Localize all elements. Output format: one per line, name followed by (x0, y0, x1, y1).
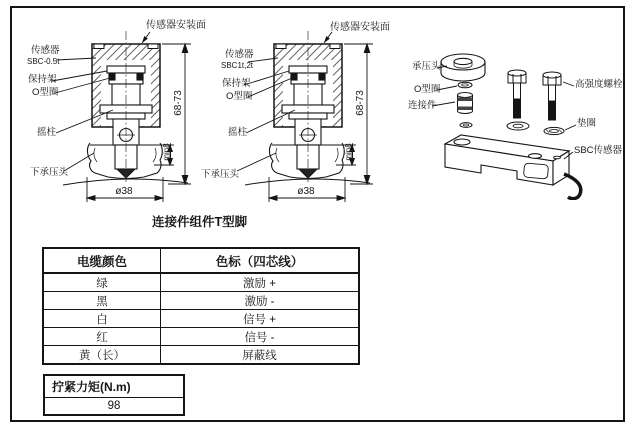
sensor-model-label: SBC-0.5t (27, 57, 60, 66)
retainer-label: 保持架 (28, 74, 57, 85)
load-cell-body (445, 135, 581, 199)
table-header-row (43, 248, 359, 273)
connector-label: 连接件 (408, 100, 437, 111)
col-header-cable-color: 电缆颜色 (43, 248, 161, 273)
cable-color-cell: 黄（长） (43, 346, 161, 365)
sensor-label: 传感器 (31, 45, 60, 56)
lower-bearing-head-label: 下承压头 (201, 169, 240, 180)
color-code-cell: 信号 - (161, 328, 360, 346)
oring-part (458, 82, 472, 88)
torque-header: 拧紧力矩(N.m) (44, 375, 184, 398)
bearing-head-label: 承压头 (412, 61, 441, 72)
thread-depth-dimension-label: min8 (162, 143, 171, 161)
rocker-pillar-label: 摇柱 (228, 127, 248, 138)
cable-color-table (42, 247, 360, 365)
table-header-row (44, 375, 184, 398)
sbc-sensor-label: SBC传感器 (574, 145, 623, 156)
table-row (43, 346, 359, 365)
high-strength-bolt-label: 高强度螺栓 (575, 79, 623, 90)
color-code-cell: 激励 - (161, 292, 360, 310)
oring-label: O型圈 (226, 91, 253, 102)
bolt-part (508, 70, 526, 118)
flat-washer-part (507, 122, 529, 130)
table-row (43, 310, 359, 328)
mount-surface-label: 传感器安装面 (146, 20, 206, 31)
washer-label: 垫圈 (577, 118, 597, 129)
diameter-dimension-label: ø38 (297, 186, 315, 197)
diameter-dimension-label: ø38 (115, 186, 133, 197)
cable-color-cell: 白 (43, 310, 161, 328)
bolt-part (543, 72, 561, 120)
color-code-cell: 屏蔽线 (161, 346, 360, 365)
connector-part (458, 93, 473, 114)
assembly-caption: 连接件组件T型脚 (152, 215, 248, 229)
cross-section-mid-drawing (212, 14, 397, 214)
sensor-model-label: SBC1t,2t (221, 61, 254, 70)
oring-label: O型圈 (32, 87, 59, 98)
color-code-cell: 激励 + (161, 273, 360, 292)
spring-washer-part (544, 127, 564, 134)
table-row (44, 398, 184, 416)
sensor-label: 传感器 (225, 49, 254, 60)
table-row (43, 328, 359, 346)
cable-color-cell: 黑 (43, 292, 161, 310)
table-row (43, 273, 359, 292)
cable-color-cell: 红 (43, 328, 161, 346)
retainer-label: 保持架 (222, 78, 251, 89)
torque-table (43, 374, 185, 416)
lower-ring-part (460, 123, 472, 128)
cable-color-cell: 绿 (43, 273, 161, 292)
mount-surface-label: 传感器安装面 (330, 22, 390, 33)
lower-bearing-head-label: 下承压头 (30, 167, 69, 178)
col-header-color-code: 色标（四芯线） (161, 248, 360, 273)
rocker-pillar-label: 摇柱 (37, 127, 57, 138)
bearing-head-part (441, 54, 485, 81)
height-dimension-label: 68-73 (173, 90, 184, 116)
oring-label: O型圈 (414, 84, 441, 95)
torque-value: 98 (107, 400, 121, 412)
height-dimension-label: 68-73 (355, 90, 366, 116)
thread-depth-dimension-label: min8 (344, 143, 353, 161)
cross-section-left-drawing (30, 14, 215, 214)
table-row (43, 292, 359, 310)
color-code-cell: 信号 + (161, 310, 360, 328)
